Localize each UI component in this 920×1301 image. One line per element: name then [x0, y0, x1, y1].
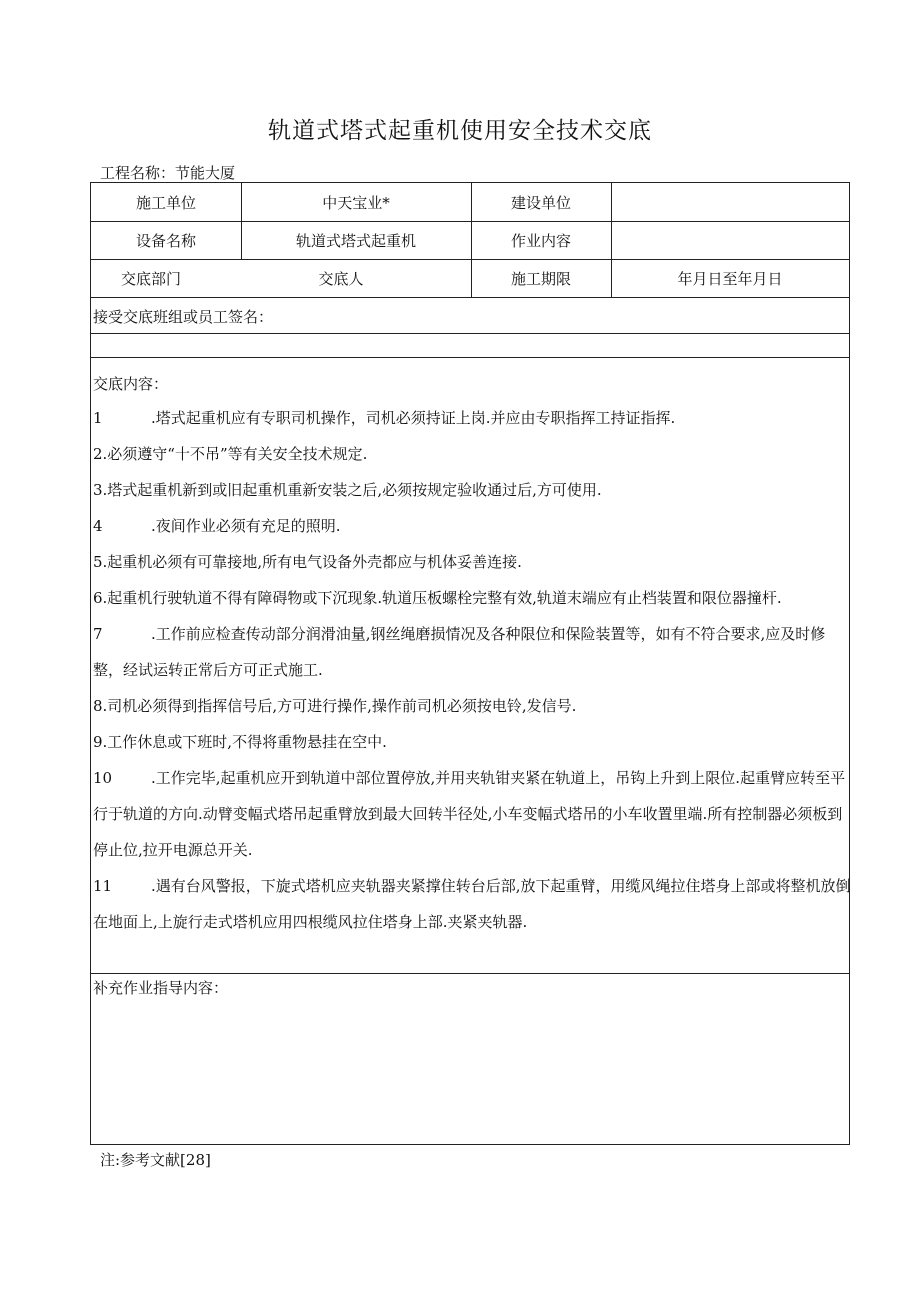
equipment-name-label: 设备名称	[135, 231, 196, 250]
item-text: 9.工作休息或下班时,不得将重物悬挂在空中.	[93, 733, 387, 751]
item-text: .工作完毕,起重机应开到轨道中部位置停放,并用夹轨钳夹紧在轨道上，吊钩上升到上限位.起重臂应转至平行于轨道的方向.动臂变幅式塔吊起重臂放到最大回转半径处,小车变幅式塔吊的小车收置里端.所有控制器必须板到停止位,拉开电源总开关.	[93, 769, 846, 859]
disclosure-items	[93, 400, 851, 940]
item-text: 8.司机必须得到指挥信号后,方可进行操作,操作前司机必须按电铃,发信号.	[93, 697, 577, 715]
content-label: 交底内容：	[93, 375, 169, 393]
client-unit-value	[611, 183, 849, 221]
item-number: 11	[93, 877, 113, 895]
item-text: .工作前应检查传动部分润滑油量,钢丝绳磨损情况及各种限位和保险装置等，如有不符合要求,应及时修整，经试运转正常后方可正式施工.	[93, 625, 826, 679]
row-divider	[91, 973, 849, 974]
disclosure-item	[93, 400, 851, 436]
item-text: .夜间作业必须有充足的照明.	[151, 517, 341, 535]
disclosure-item	[93, 760, 851, 868]
item-text: 6.起重机行驶轨道不得有障碍物或下沉现象.轨道压板螺栓完整有效,轨道末端应有止档装置和限位器撞杆.	[93, 589, 782, 607]
work-content-value	[611, 221, 849, 259]
row-divider	[91, 357, 849, 358]
disclosure-item	[93, 436, 851, 472]
disclosure-item	[93, 688, 851, 724]
disclosure-item	[93, 472, 851, 508]
item-text: 2.必须遵守“十不吊”等有关安全技术规定.	[93, 445, 368, 463]
disclosure-item	[93, 580, 851, 616]
item-number: 4	[93, 517, 103, 535]
construction-unit-value: 中天宝业*	[322, 193, 390, 212]
discloser-label: 交底人	[318, 269, 364, 288]
project-name: 工程名称：节能大厦	[100, 164, 236, 182]
disclosure-item	[93, 616, 851, 688]
item-number: 7	[93, 625, 103, 643]
item-text: 5.起重机必须有可靠接地,所有电气设备外壳都应与机体妥善连接.	[93, 553, 522, 571]
item-number: 1	[93, 409, 103, 427]
row-divider	[91, 333, 849, 334]
disclosure-table	[90, 182, 850, 1145]
disclosure-department-label: 交底部门	[120, 269, 181, 288]
row-divider	[91, 297, 849, 298]
item-text: .遇有台风警报，下旋式塔机应夹轨器夹紧撑住转台后部,放下起重臂，用缆风绳拉住塔身上部或将整机放倒在地面上,上旋行走式塔机应用四根缆风拉住塔身上部.夹紧夹轨器.	[93, 877, 851, 931]
reference-note: 注:参考文献[28]	[100, 1151, 211, 1169]
disclosure-item	[93, 508, 851, 544]
construction-unit-label: 施工单位	[135, 193, 196, 212]
disclosure-item	[93, 724, 851, 760]
disclosure-item	[93, 544, 851, 580]
disclosure-item	[93, 868, 851, 940]
client-unit-label: 建设单位	[510, 193, 571, 212]
signature-label: 接受交底班组或员工签名：	[93, 308, 274, 326]
item-text: 3.塔式起重机新到或旧起重机重新安装之后,必须按规定验收通过后,方可使用.	[93, 481, 602, 499]
construction-period-value: 年月日至年月日	[677, 269, 783, 288]
supplement-label: 补充作业指导内容：	[93, 979, 229, 997]
construction-period-label: 施工期限	[510, 269, 571, 288]
item-text: .塔式起重机应有专职司机操作，司机必须持证上岗.并应由专职指挥工持证指挥.	[151, 409, 676, 427]
item-number: 10	[93, 769, 113, 787]
document-title: 轨道式塔式起重机使用安全技术交底	[268, 118, 652, 144]
equipment-name-value: 轨道式塔式起重机	[295, 231, 416, 250]
work-content-label: 作业内容	[510, 231, 571, 250]
